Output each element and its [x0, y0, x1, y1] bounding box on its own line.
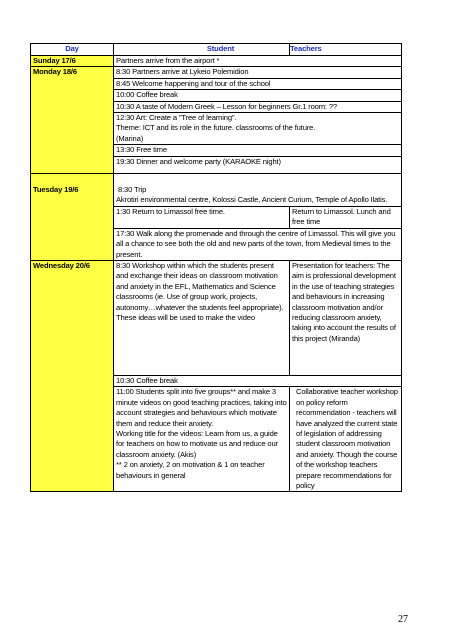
- header-row: [31, 44, 402, 56]
- monday-art-theme: Theme: ICT and its role in the future. classrooms of the future.: [116, 123, 316, 133]
- wednesday-coffee: 10:30 Coffee break: [114, 375, 402, 386]
- header-day: Day: [31, 44, 114, 56]
- monday-item: 10:30 A taste of Modern Greek – Lesson for beginners Gr.1 room: ??: [114, 101, 402, 112]
- monday-item: 13:30 Free time: [114, 145, 402, 156]
- tuesday-row-1: [31, 174, 402, 207]
- day-monday: Monday 18/6: [31, 67, 114, 174]
- monday-art-lead: (Marina): [116, 133, 144, 143]
- monday-item: 10:00 Coffee break: [114, 90, 402, 101]
- tuesday-return-teachers: Return to Limassol. Lunch and free time: [290, 206, 402, 228]
- day-tuesday: Tuesday 19/6: [31, 174, 114, 261]
- monday-row-1: [31, 67, 402, 78]
- monday-art-cell: [114, 113, 402, 145]
- monday-item: 19:30 Dinner and welcome party (KARAOKE night): [114, 156, 402, 173]
- header-teachers: Teachers: [290, 44, 402, 56]
- header-students: Student: [114, 44, 290, 56]
- wednesday-groups: 11:00 Students split into five groups** and make 3 minute videos on good teaching practices, taking into account strategies and behaviours which motivate them and reduce their anxiety.: [116, 387, 287, 428]
- wednesday-presentation-teachers: Presentation for teachers: The aim is professional development in the use of teaching strategies and behaviours in increasing classroom motivation and/or reducing classroom anxiety, taking into account the results of this project (Miranda): [290, 260, 402, 375]
- wednesday-groups-note: ** 2 on anxiety, 2 on motivation & 1 on teacher behaviours in general: [116, 460, 265, 480]
- page-number: 27: [398, 614, 408, 625]
- tuesday-trip: 8:30 Trip: [118, 185, 147, 195]
- monday-item: 8:45 Welcome happening and tour of the school: [114, 78, 402, 89]
- tuesday-trip-cell: [114, 174, 402, 207]
- sunday-text: Partners arrive from the airport *: [114, 56, 402, 67]
- monday-art: 12:30 Art: Create a "Tree of learning".: [116, 113, 237, 123]
- wednesday-workshop-teachers: Collaborative teacher workshop on policy reform recommendation - teachers will have analyzed the current state of legislation of addressing student classroom motivation and anxiety. Though the course of the workshop teachers prepare recommendations for policy: [290, 387, 402, 492]
- tuesday-trip-desc: Akrotiri environmental centre, Kolossi Castle, Ancient Curium, Temple of Apollo Ilatis.: [116, 195, 388, 205]
- wednesday-groups-title: Working title for the videos: Learn from us, a guide for teachers on how to motivate us and reduce our classroom anxiety. (Akis): [116, 428, 278, 459]
- schedule-table: [30, 43, 402, 492]
- tuesday-walk: 17:30 Walk along the promenade and through the centre of Limassol. This will give you all a chance to see both the old and new parts of the town, from Medieval times to the present.: [114, 228, 402, 260]
- tuesday-return-students: 1:30 Return to Limassol free time.: [114, 206, 290, 228]
- wednesday-groups-cell: [114, 387, 290, 492]
- day-wednesday: Wednesday 20/6: [31, 260, 114, 491]
- wednesday-workshop-students: 8:30 Workshop within which the students present and exchange their ideas on classroom motivation and anxiety in the EFL, Mathematics and Science classrooms (ie. Use of group work, projects, autonomy…whatever the students feel appropriate). These ideas will be used to make the video: [114, 260, 290, 375]
- wednesday-row-1: [31, 260, 402, 375]
- day-sunday: Sunday 17/6: [31, 56, 114, 67]
- monday-item: 8:30 Partners arrive at Lykeio Polemidion: [114, 67, 402, 78]
- sunday-row: [31, 56, 402, 67]
